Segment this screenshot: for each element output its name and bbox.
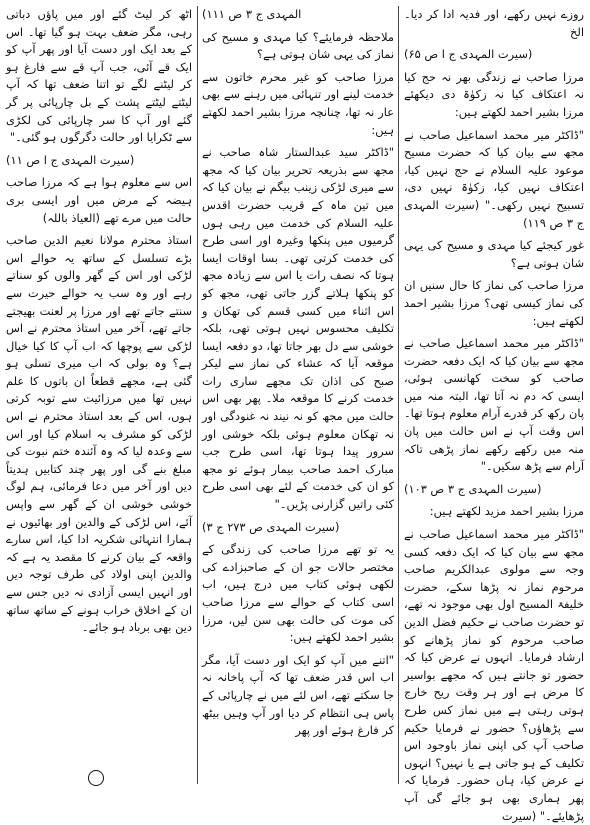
column-middle xyxy=(202,6,394,776)
body-paragraph: ملاحظہ فرمایئے؟ کیا مہدی و مسیح کی نماز کی یہی شان ہوتی ہے؟ xyxy=(202,29,394,62)
body-paragraph: اٹھ کر لیٹ گئے اور میں پاؤں دباتی رہی، مگر ضعف بہت ہو گیا تھا۔ اس کے بعد ایک اور دست آیا اور پھر آپ کو ایک قے آئی، جب آپ قے سے فارغ ہو کر لیٹنے لگے تو اتنا ضعف تھا کہ آپ لیٹتے لیٹتے پشت کے بل چارپائی پر گر گئے اور آپ کا سر چارپائی کی لکڑی سے ٹکرایا اور حالت دگرگوں ہو گئی۔" xyxy=(6,7,192,145)
body-paragraph: "ڈاکٹر میر محمد اسماعیل صاحب نے مجھ سے بیان کیا کہ ایک دفعہ کسی وجہ سے مولوی عبدالکریم صاحب مرحوم نماز نہ پڑھا سکے، حضرت خلیفۃ المسیح اول بھی موجود نہ تھے، تو حضرت صاحب نے حکیم فضل الدین صاحب مرحوم کو نماز پڑھانے کو ارشاد فرمایا۔ انہوں نے عرض کیا کہ حضور تو جانتے ہیں کہ مجھے بواسیر کا مرض ہے اور ہر وقت ریح خارج ہوتی رہتی ہے میں نماز کس طرح سے پڑھاؤں؟ حضور نے فرمایا حکیم صاحب آپ کی اپنی نماز باوجود اس تکلیف کے ہو جاتی ہے یا نہیں؟ انہوں نے عرض کیا، ہاں حضور۔ فرمایا کہ پھر ہماری بھی ہو جائے گی آپ پڑھایئے۔" (سیرت xyxy=(404,527,584,823)
body-paragraph: "ڈاکٹر سید عبدالستار شاہ صاحب نے مجھ سے بذریعہ تحریر بیان کیا کہ مجھ سے میری لڑکی زینب بیگم نے بیان کیا کہ میں تین ماہ کے قریب حضرت اقدس علیہ السلام کی خدمت میں رہی ہوں گرمیوں میں پنکھا وغیرہ اور اسی طرح کی خدمت کرتی تھی۔ بسا اوقات ایسا ہوتا کہ نصف رات یا اس سے زیادہ مجھ کو پنکھا ہلاتے گزر جاتی تھی، مجھ کو اس اثناء میں کسی قسم کی تھکان و تکلیف محسوس نہیں ہوتی تھی، بلکہ خوشی سے دل بھر جاتا تھا، دو دفعہ ایسا موقعہ آیا کہ عشاء کی نماز سے لیکر صبح کی اذان تک مجھے ساری رات خدمت کرنے کا موقعہ ملا۔ پھر بھی اس حالت میں مجھ کو نہ نیند نہ غنودگی اور نہ تھکان معلوم ہوئی بلکہ خوشی اور سرور پیدا ہوتا تھا، اسی طرح جب مبارک احمد صاحب بیمار ہوئے تو مجھ کو ان کی خدمت کے لئے بھی اسی طرح کئی راتیں گزارنی پڑیں۔" xyxy=(202,145,394,512)
citation-reference: المہدی ج ۳ ص ۱۱۱) xyxy=(202,7,302,21)
body-paragraph: "ڈاکٹر میر محمد اسماعیل صاحب نے مجھ سے بیان کیا کہ حضرت مسیح موعود علیہ السلام نے حج نہیں کیا، اعتکاف نہیں کیا، زکوٰۃ نہیں دی، تسبیح نہیں رکھی۔" (سیرت المہدی ج ۳ ص ۱۱۹) xyxy=(404,127,584,230)
citation-reference: (سیرت المہدی ج ا ص ۱۱) xyxy=(6,152,135,167)
body-paragraph: اس سے معلوم ہوا ہے کہ مرزا صاحب ہیضہ کے مرض میں اور ایسی بری حالت میں مرے تھے (العیاذ باللہ) xyxy=(6,175,192,225)
body-paragraph: "اتنے میں آپ کو ایک اور دست آیا، مگر اب اس قدر ضعف تھا کہ آپ پاخانہ نہ جا سکتے تھے، اس لئے میں نے چارپائی کے پاس ہی انتظام کر دیا اور آپ وہیں بیٹھ کر فارغ ہوئے اور پھر xyxy=(202,652,394,738)
body-paragraph: "ڈاکٹر میر محمد اسماعیل صاحب نے مجھ سے بیان کیا کہ ایک دفعہ حضرت صاحب کو سخت کھانسی ہوئی، ایسی کہ دم نہ آتا تھا، البتہ منہ میں پان رکھ کر قدرے آرام معلوم ہوتا تھا۔ اس وقت آپ نے اس حالت میں پان منہ میں رکھے رکھے نماز پڑھی تاکہ آرام سے پڑھ سکیں۔" xyxy=(404,336,584,474)
citation-reference: (سیرت المہدی ج ا ص ۶۵) xyxy=(404,47,533,62)
column-divider xyxy=(398,6,399,784)
column-right xyxy=(404,6,584,823)
body-paragraph: مرزا صاحب نے زندگی بھر نہ حج کیا نہ اعتکاف کیا نہ زکوٰۃ دی دیکھئے مرزا بشیر احمد لکھتے ہیں: xyxy=(404,69,584,119)
citation-reference: (سیرت المہدی ج ۳ ص ۱۰۳) xyxy=(404,481,542,496)
body-paragraph: مرزا بشیر احمد مزید لکھتے ہیں: xyxy=(429,504,584,519)
body-paragraph: مرزا صاحب کو غیر محرم خاتون سے خدمت لینے اور تنہائی میں رہنے سے بھی عار نہ تھا، چنانچہ مرزا بشیر احمد لکھتے ہیں: xyxy=(202,69,394,137)
body-paragraph: یہ تو تھے مرزا صاحب کی زندگی کے مختصر حالات جو ان کے صاحبزادے کی لکھی ہوئی کتاب میں درج ہیں، اب اسی کتاب کے حوالے سے مرزا صاحب کی موت کی حالت بھی سن لیں، مرزا بشیر احمد لکھتے ہیں: xyxy=(202,542,394,645)
page-marker-circle xyxy=(88,770,104,786)
body-paragraph: روزے نہیں رکھے، اور فدیہ ادا کر دیا۔ الخ xyxy=(404,7,584,39)
body-paragraph: مرزا صاحب کی نماز کا حال سنیں ان کی نماز کیسی تھی؟ مرزا بشیر احمد لکھتے ہیں: xyxy=(404,278,584,328)
column-left xyxy=(6,6,192,776)
citation-reference: (سیرت المہدی ص ۲۷۳ ج ۳) xyxy=(202,519,340,534)
body-paragraph: غور کیجئے کیا مہدی و مسیح کی یہی شان ہوتی ہے؟ xyxy=(404,238,584,270)
body-paragraph: استاذ محترم مولانا نعیم الدین صاحب بڑے تسلسل کے ساتھ یہ حوالے اس لڑکی اور اس کے گھر والوں کو سناتے رہے اور وہ سب یہ حوالے حیرت سے سنتے جاتے تھے اور مرزا پر لعنت بھیجتے جاتے تھے، آخر میں استاذ محترم نے اس لڑکی سے پوچھا کہ اب آپ کا کیا خیال ہے؟ وہ بولی کہ اب میری تسلی ہو گئی ہے، مجھے قطعاً ان باتوں کا علم نہیں تھا میں مرزائیت سے توبہ کرتی ہوں، اس کے بعد استاذ محترم نے اس لڑکی کو مشرف بہ اسلام کیا اور اس سے وعدہ لیا کہ وہ آئندہ ختم نبوت کی مبلغ بنے گی اور پھر چند کتابیں ہدیتاً دیں اور آخر میں دعا فرمائی، ہم لوگ خوشی خوشی ان کے گھر سے واپس آئے، اس لڑکی کے والدین اور بھائیوں نے ہمارا انتہائی شکریہ ادا کیا، اس سارے واقعہ کے بیان کرنے کا مقصد یہ ہے کہ والدین اپنی اولاد کی طرف توجہ دیں اور انہیں ایسی آزادی نہ دیں جس سے ان کے اخلاق خراب ہونے کے ساتھ ساتھ دین بھی برباد ہو جائے۔ xyxy=(6,233,192,635)
column-divider xyxy=(197,6,198,784)
